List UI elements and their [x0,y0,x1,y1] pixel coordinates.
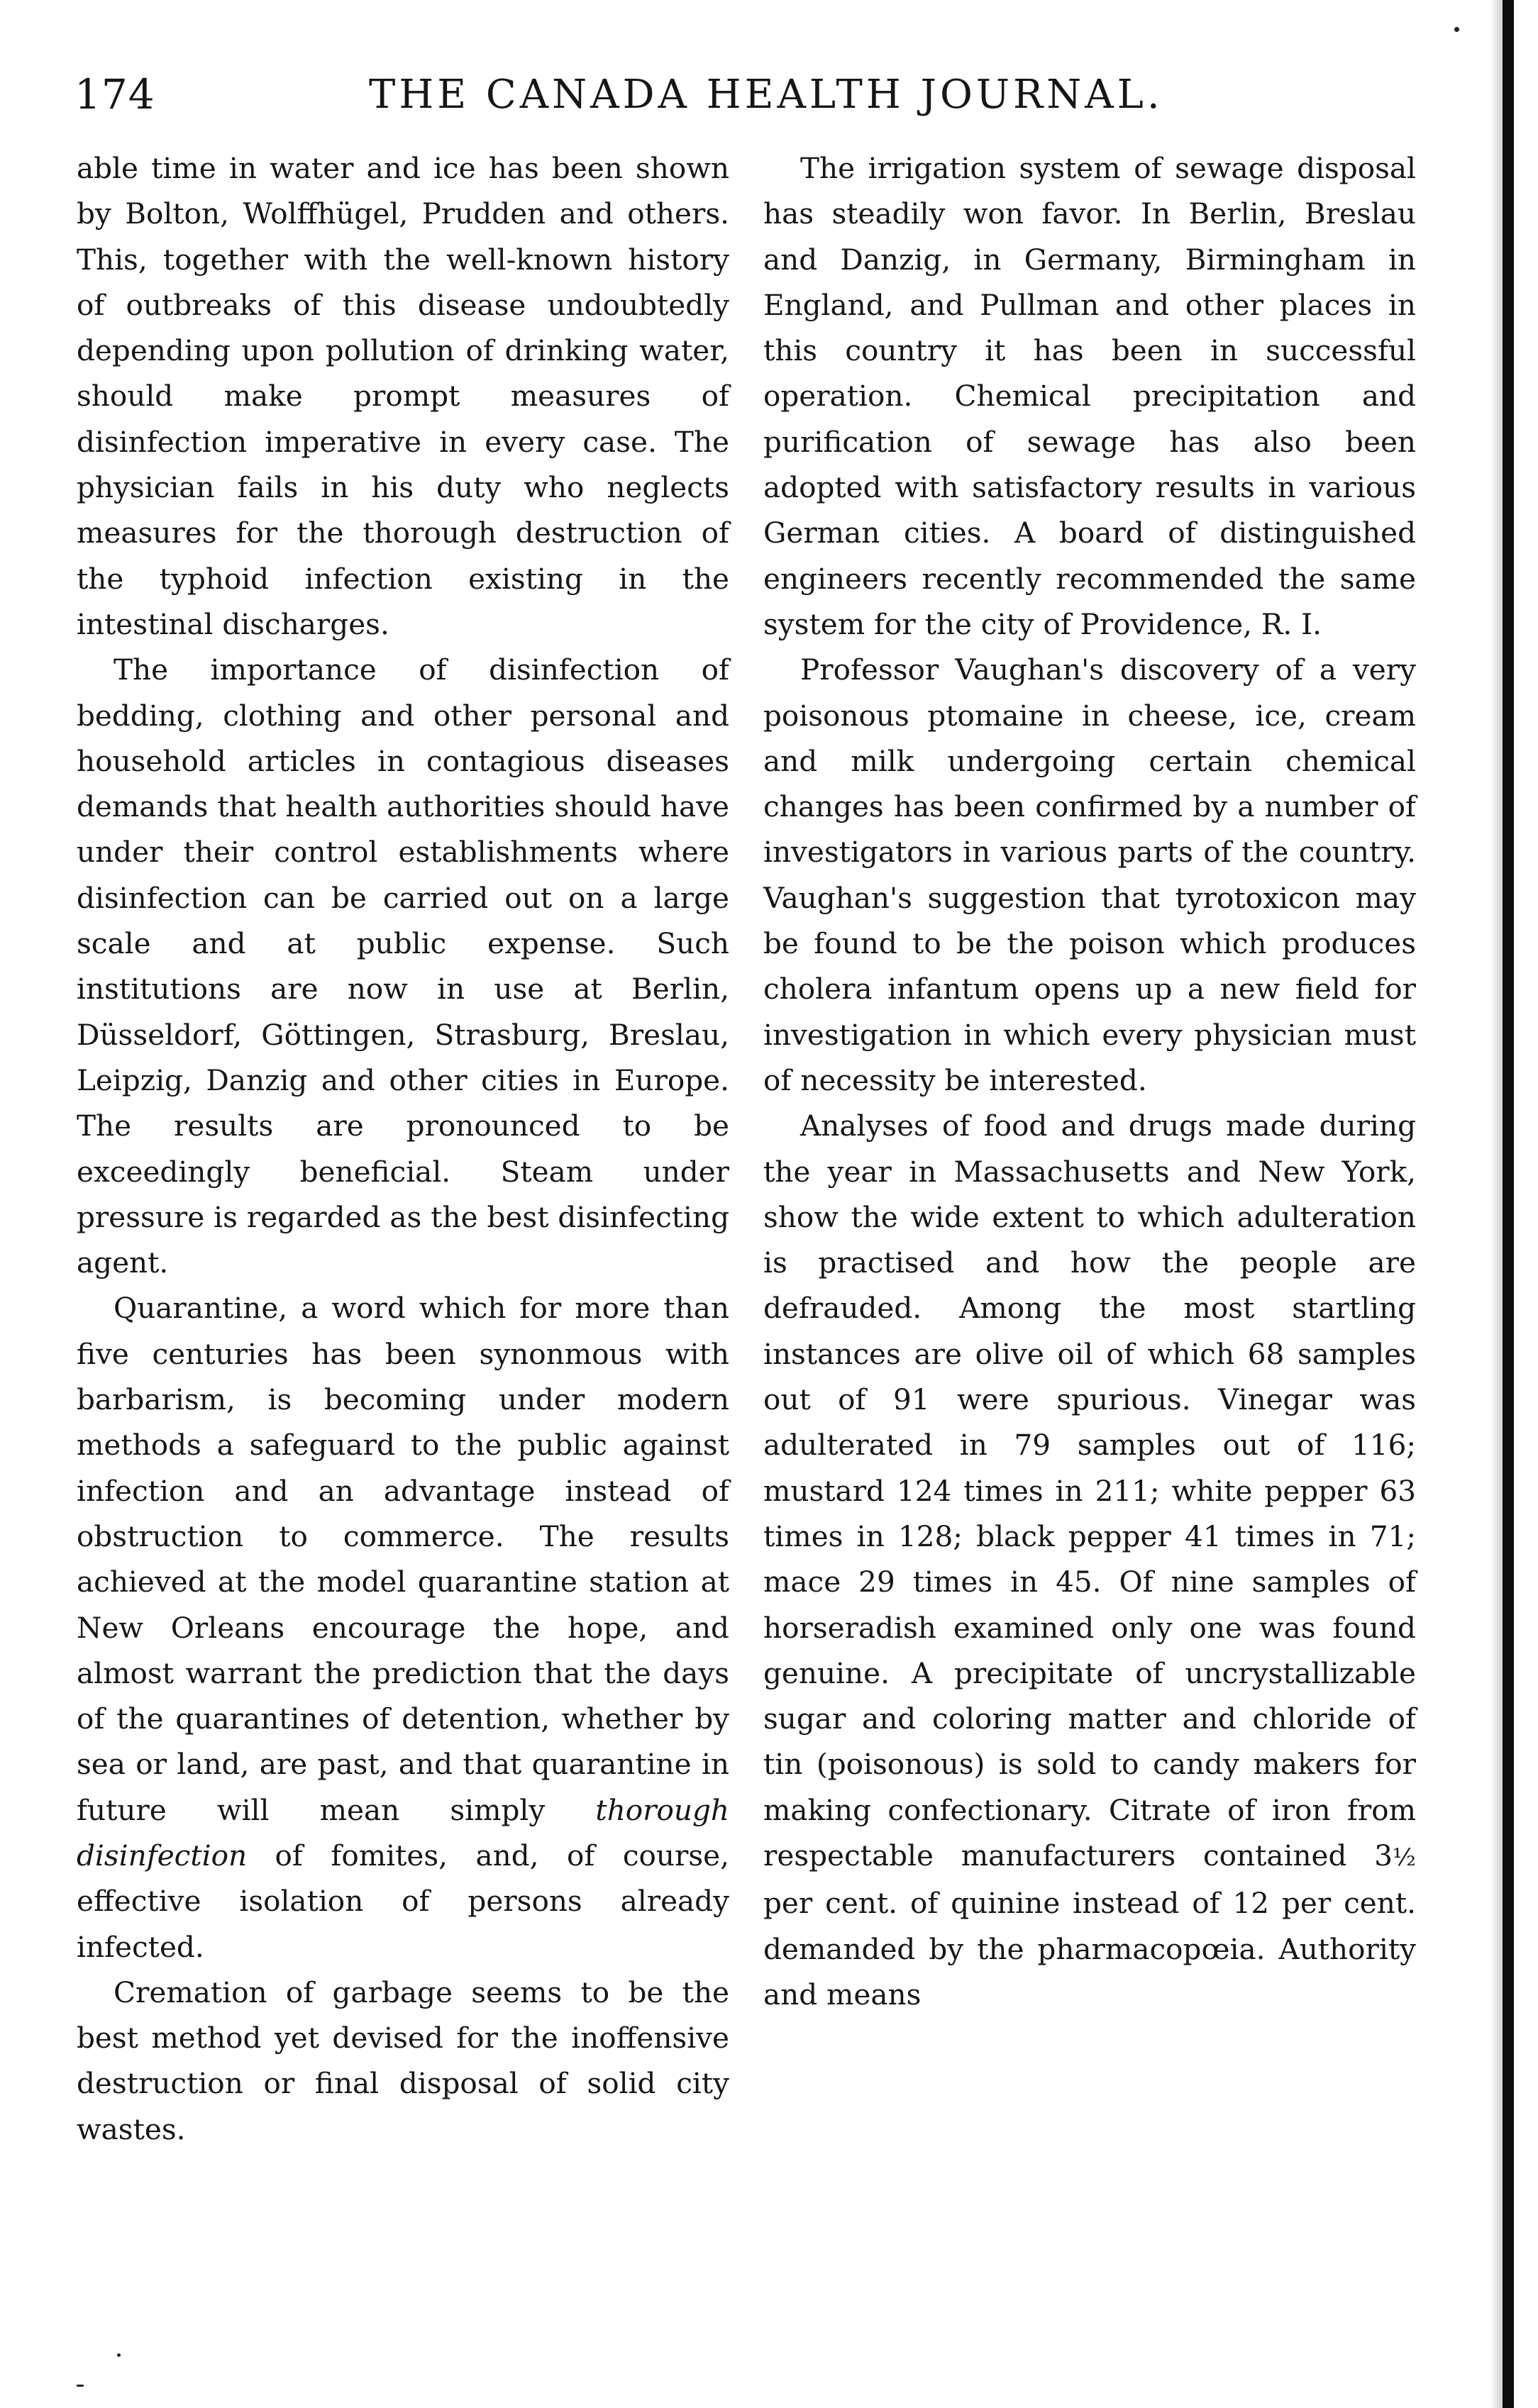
quarantine-text-end: of fomites, and, of course, effective isolation of persons already infected. [77,1838,729,1964]
binding-shadow [1490,0,1503,2408]
left-column [77,145,729,2152]
quarantine-text-start: Quarantine, a word which for more than five centuries has been synonmous with barbarism, is becoming under modern methods a safeguard to the public against infection and an advantage instead of obstruction to commerce. The results achieved at the model quarantine station at New Orleans encourage the hope, and almost warrant the prediction that the days of the quarantines of detention, whether by sea or land, are past, and that quarantine in future will mean simply [77,1291,729,1827]
paragraph-cremation: Cremation of garbage seems to be the best method yet devised for the inoffensive destruction or final disposal of solid city wastes. [77,1975,729,2146]
right-column [763,145,1416,2017]
print-speck [1454,27,1459,32]
paragraph-sewage-irrigation: The irrigation system of sewage disposal has steadily won favor. In Berlin, Breslau and Danzig, in Germany, Birmingham in England, and Pullman and other places in this country it has been in successful operation. Chemical precipitation and purification of sewage has also been adopted with satisfactory results in various German cities. A board of distinguished engineers recently recommended the same system for the city of Providence, R. I. [763,151,1416,641]
adulteration-text-start: Analyses of food and drugs made during the year in Massachusetts and New York, show the wide extent to which adulteration is practised and how the people are defrauded. Among the most startling instances are olive oil of which 68 samples out of 91 were spurious. Vinegar was adulterated in 79 samples out of 116; mustard 124 times in 211; white pepper 63 times in 128; black pepper 41 times in 71; mace 29 times in 45. Of nine samples of horseradish examined only one was found genuine. A precipitate of uncrystallizable sugar and coloring matter and chloride of tin (poisonous) is sold to candy makers for making confectionary. Citrate of iron from respectable manufacturers contained 3 [763,1109,1416,1872]
paragraph-typhoid-continued: able time in water and ice has been shown by Bolton, Wolffhügel, Prudden and others. This, together with the well-known history of outbreaks of this disease undoubtedly depending upon pollution of drinking water, should make prompt measures of disinfection imperative in every case. The physician fails in his duty who neglects measures for the thorough destruction of the typhoid infection existing in the intestinal discharges. [77,151,729,641]
page-number: 174 [74,70,155,118]
print-speck [117,2353,121,2357]
print-speck [77,2385,84,2387]
emphasis-thorough-disinfection: thorough disinfection [77,1792,729,1872]
paragraph-vaughan-ptomaine: Professor Vaughan's discovery of a very poisonous ptomaine in cheese, ice, cream and milk undergoing certain chemical changes has been confirmed by a number of investigators in various parts of the country. Vaughan's suggestion that tyrotoxicon may be found to be the poison which produces cholera infantum opens up a new field for investigation in which every physician must of necessity be interested. [763,653,1416,1097]
fraction-one-half: ½ [1393,1843,1416,1872]
paragraph-disinfection-establishments: The importance of disinfection of bedding, clothing and other personal and household articles in contagious diseases demands that health authorities should have under their control establishments where disinfection can be carried out on a large scale and at public expense. Such institutions are now in use at Berlin, Düsseldorf, Göttingen, Strasburg, Breslau, Leipzig, Danzig and other cities in Europe. The results are pronounced to be exceedingly beneficial. Steam under pressure is regarded as the best disinfecting agent. [77,653,729,1280]
paragraph-quarantine [77,1285,729,1969]
paragraph-food-adulteration [763,1103,1416,2017]
adulteration-text-end: per cent. of quinine instead of 12 per cent. demanded by the pharmacopœia. Authority and means [763,1886,1416,2012]
running-head [0,65,1538,129]
journal-title: THE CANADA HEALTH JOURNAL. [369,72,1163,118]
binding-edge [1503,0,1514,2408]
